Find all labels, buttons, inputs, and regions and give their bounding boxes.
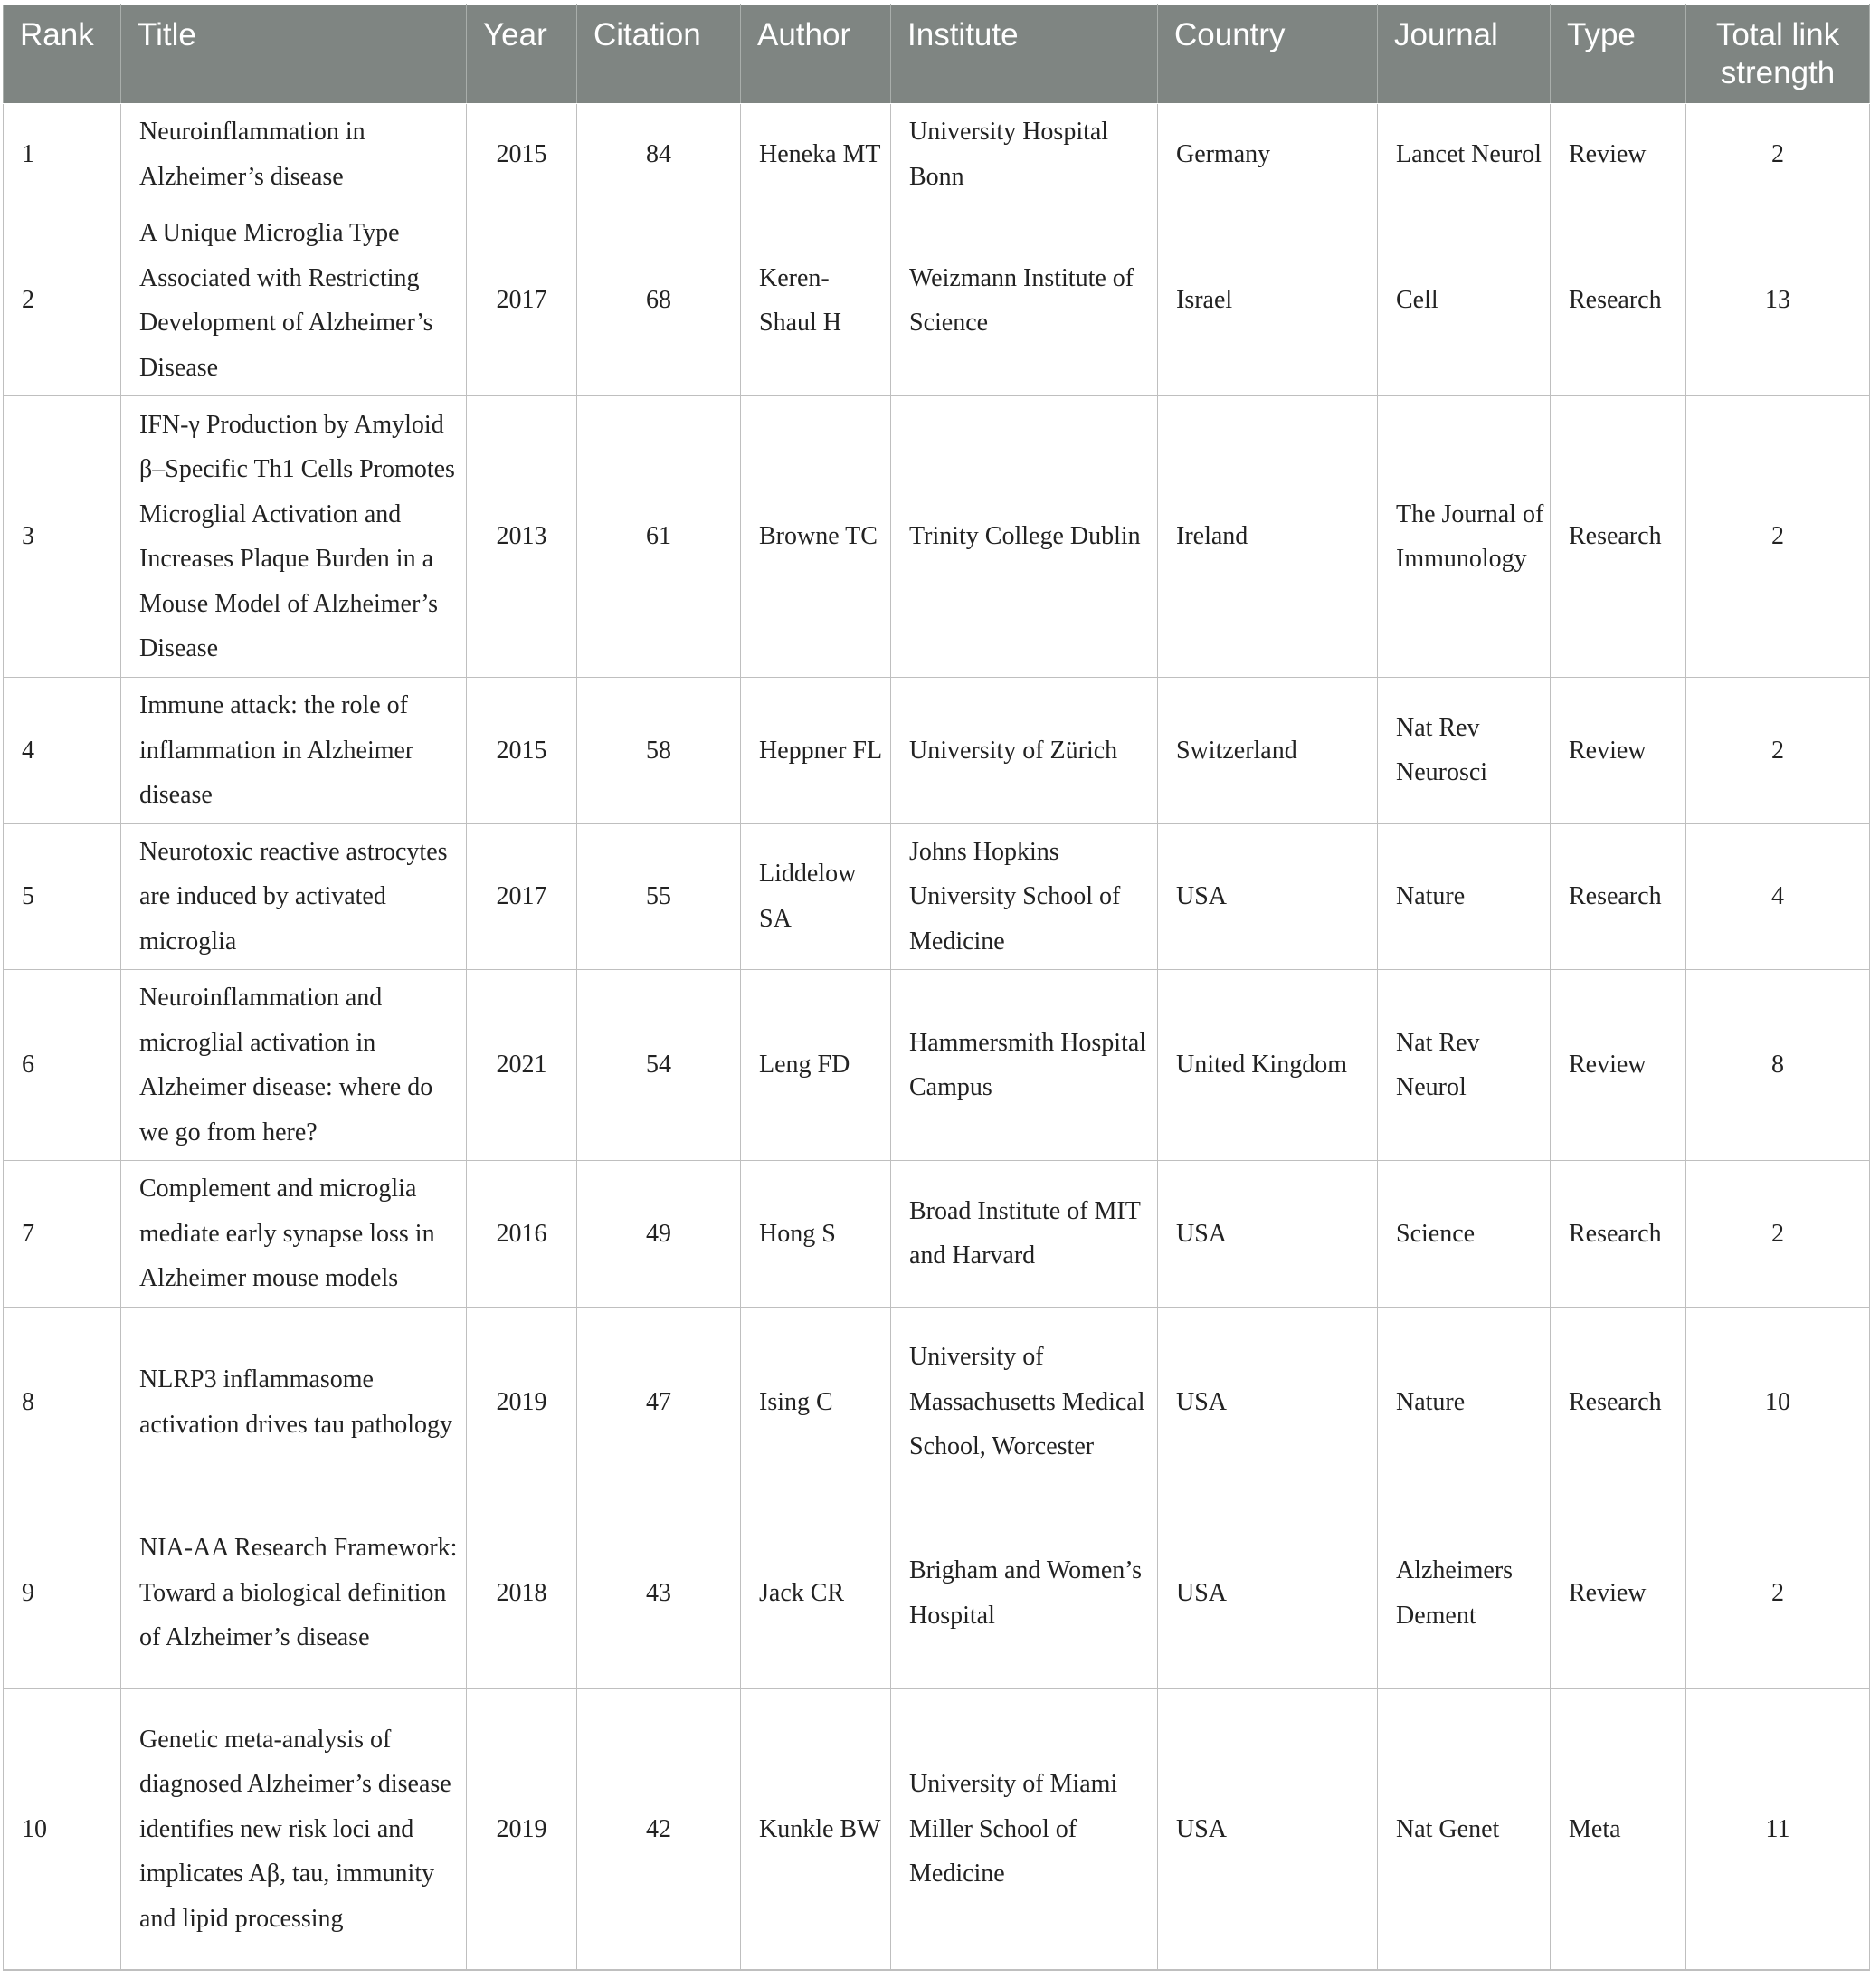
table-row (4, 1688, 1870, 1970)
cell-institute: University Hospital Bonn (891, 104, 1158, 205)
cell-author: Hong S (741, 1161, 891, 1308)
cell-journal: Alzheimers Dement (1378, 1498, 1551, 1688)
cell-author: Kunkle BW (741, 1688, 891, 1970)
cell-rank: 4 (4, 678, 121, 824)
cell-country: United Kingdom (1158, 970, 1378, 1161)
cell-country: Ireland (1158, 396, 1378, 678)
cell-journal: Nat Rev Neurol (1378, 970, 1551, 1161)
cell-rank: 9 (4, 1498, 121, 1688)
cell-country: Germany (1158, 104, 1378, 205)
table-row (4, 104, 1870, 205)
cell-journal: Science (1378, 1161, 1551, 1308)
cell-country: USA (1158, 1498, 1378, 1688)
cell-link-strength: 4 (1686, 823, 1870, 970)
column-header-rank: Rank (4, 5, 121, 104)
cell-title: IFN-γ Production by Amyloid β–Specific Th1 Cells Promotes Microglial Activation and Increases Plaque Burden in a Mouse Model of Alzheimer’s Disease (121, 396, 467, 678)
cell-institute: Brigham and Women’s Hospital (891, 1498, 1158, 1688)
cell-title: NLRP3 inflammasome activation drives tau pathology (121, 1307, 467, 1498)
table-row (4, 823, 1870, 970)
cell-journal: Nature (1378, 823, 1551, 970)
header-row (4, 5, 1870, 104)
cell-institute: Hammersmith Hospital Campus (891, 970, 1158, 1161)
cell-type: Research (1551, 396, 1686, 678)
cell-link-strength: 8 (1686, 970, 1870, 1161)
cell-author: Heppner FL (741, 678, 891, 824)
cell-title: Immune attack: the role of inflammation in Alzheimer disease (121, 678, 467, 824)
cell-link-strength: 2 (1686, 1161, 1870, 1308)
cell-type: Research (1551, 1307, 1686, 1498)
cell-type: Review (1551, 1498, 1686, 1688)
cell-link-strength: 2 (1686, 678, 1870, 824)
column-header-year: Year (467, 5, 577, 104)
cell-type: Meta (1551, 1688, 1686, 1970)
cell-journal: Nat Rev Neurosci (1378, 678, 1551, 824)
cell-title: Genetic meta-analysis of diagnosed Alzheimer’s disease identifies new risk loci and implicates Aβ, tau, immunity and lipid processing (121, 1688, 467, 1970)
cell-citation: 84 (577, 104, 741, 205)
table-row (4, 970, 1870, 1161)
cell-rank: 3 (4, 396, 121, 678)
cell-citation: 55 (577, 823, 741, 970)
cell-country: USA (1158, 1161, 1378, 1308)
cell-country: USA (1158, 823, 1378, 970)
cell-journal: Lancet Neurol (1378, 104, 1551, 205)
top-cited-papers-table (3, 4, 1870, 1971)
cell-title: Neurotoxic reactive astrocytes are induced by activated microglia (121, 823, 467, 970)
column-header-title: Title (121, 5, 467, 104)
cell-type: Review (1551, 970, 1686, 1161)
cell-type: Review (1551, 104, 1686, 205)
cell-institute: Weizmann Institute of Science (891, 205, 1158, 396)
cell-title: NIA-AA Research Framework: Toward a biological definition of Alzheimer’s disease (121, 1498, 467, 1688)
cell-author: Jack CR (741, 1498, 891, 1688)
cell-type: Research (1551, 205, 1686, 396)
cell-type: Review (1551, 678, 1686, 824)
cell-author: Browne TC (741, 396, 891, 678)
cell-link-strength: 2 (1686, 396, 1870, 678)
cell-citation: 68 (577, 205, 741, 396)
cell-citation: 61 (577, 396, 741, 678)
cell-link-strength: 2 (1686, 104, 1870, 205)
cell-year: 2019 (467, 1307, 577, 1498)
table-row (4, 1498, 1870, 1688)
cell-rank: 7 (4, 1161, 121, 1308)
cell-year: 2021 (467, 970, 577, 1161)
cell-citation: 42 (577, 1688, 741, 1970)
cell-title: Complement and microglia mediate early synapse loss in Alzheimer mouse models (121, 1161, 467, 1308)
cell-citation: 47 (577, 1307, 741, 1498)
table-row (4, 205, 1870, 396)
cell-country: Israel (1158, 205, 1378, 396)
column-header-author: Author (741, 5, 891, 104)
cell-country: USA (1158, 1307, 1378, 1498)
cell-rank: 2 (4, 205, 121, 396)
cell-institute: Johns Hopkins University School of Medicine (891, 823, 1158, 970)
column-header-type: Type (1551, 5, 1686, 104)
column-header-institute: Institute (891, 5, 1158, 104)
cell-citation: 54 (577, 970, 741, 1161)
cell-link-strength: 2 (1686, 1498, 1870, 1688)
table-row (4, 678, 1870, 824)
cell-link-strength: 13 (1686, 205, 1870, 396)
cell-rank: 1 (4, 104, 121, 205)
cell-institute: Trinity College Dublin (891, 396, 1158, 678)
cell-author: Heneka MT (741, 104, 891, 205)
cell-rank: 5 (4, 823, 121, 970)
cell-country: USA (1158, 1688, 1378, 1970)
cell-rank: 10 (4, 1688, 121, 1970)
cell-author: Liddelow SA (741, 823, 891, 970)
table-row (4, 1307, 1870, 1498)
cell-rank: 6 (4, 970, 121, 1161)
cell-author: Leng FD (741, 970, 891, 1161)
cell-year: 2013 (467, 396, 577, 678)
cell-institute: University of Zürich (891, 678, 1158, 824)
cell-year: 2016 (467, 1161, 577, 1308)
cell-year: 2015 (467, 104, 577, 205)
cell-year: 2015 (467, 678, 577, 824)
cell-journal: Cell (1378, 205, 1551, 396)
cell-author: Ising C (741, 1307, 891, 1498)
column-header-journal: Journal (1378, 5, 1551, 104)
cell-type: Research (1551, 1161, 1686, 1308)
cell-institute: University of Miami Miller School of Medicine (891, 1688, 1158, 1970)
cell-title: Neuroinflammation and microglial activation in Alzheimer disease: where do we go from here? (121, 970, 467, 1161)
cell-link-strength: 11 (1686, 1688, 1870, 1970)
cell-journal: Nat Genet (1378, 1688, 1551, 1970)
cell-link-strength: 10 (1686, 1307, 1870, 1498)
table-row (4, 396, 1870, 678)
cell-citation: 49 (577, 1161, 741, 1308)
cell-year: 2017 (467, 205, 577, 396)
cell-year: 2018 (467, 1498, 577, 1688)
column-header-total-link-strength: Total link strength (1686, 5, 1870, 104)
cell-title: A Unique Microglia Type Associated with Restricting Development of Alzheimer’s Disease (121, 205, 467, 396)
cell-institute: Broad Institute of MIT and Harvard (891, 1161, 1158, 1308)
cell-rank: 8 (4, 1307, 121, 1498)
cell-citation: 43 (577, 1498, 741, 1688)
cell-country: Switzerland (1158, 678, 1378, 824)
cell-author: Keren-Shaul H (741, 205, 891, 396)
table-row (4, 1161, 1870, 1308)
column-header-country: Country (1158, 5, 1378, 104)
cell-journal: The Journal of Immunology (1378, 396, 1551, 678)
cell-year: 2017 (467, 823, 577, 970)
column-header-citation: Citation (577, 5, 741, 104)
cell-year: 2019 (467, 1688, 577, 1970)
cell-journal: Nature (1378, 1307, 1551, 1498)
cell-institute: University of Massachusetts Medical School, Worcester (891, 1307, 1158, 1498)
cell-citation: 58 (577, 678, 741, 824)
cell-title: Neuroinflammation in Alzheimer’s disease (121, 104, 467, 205)
cell-type: Research (1551, 823, 1686, 970)
